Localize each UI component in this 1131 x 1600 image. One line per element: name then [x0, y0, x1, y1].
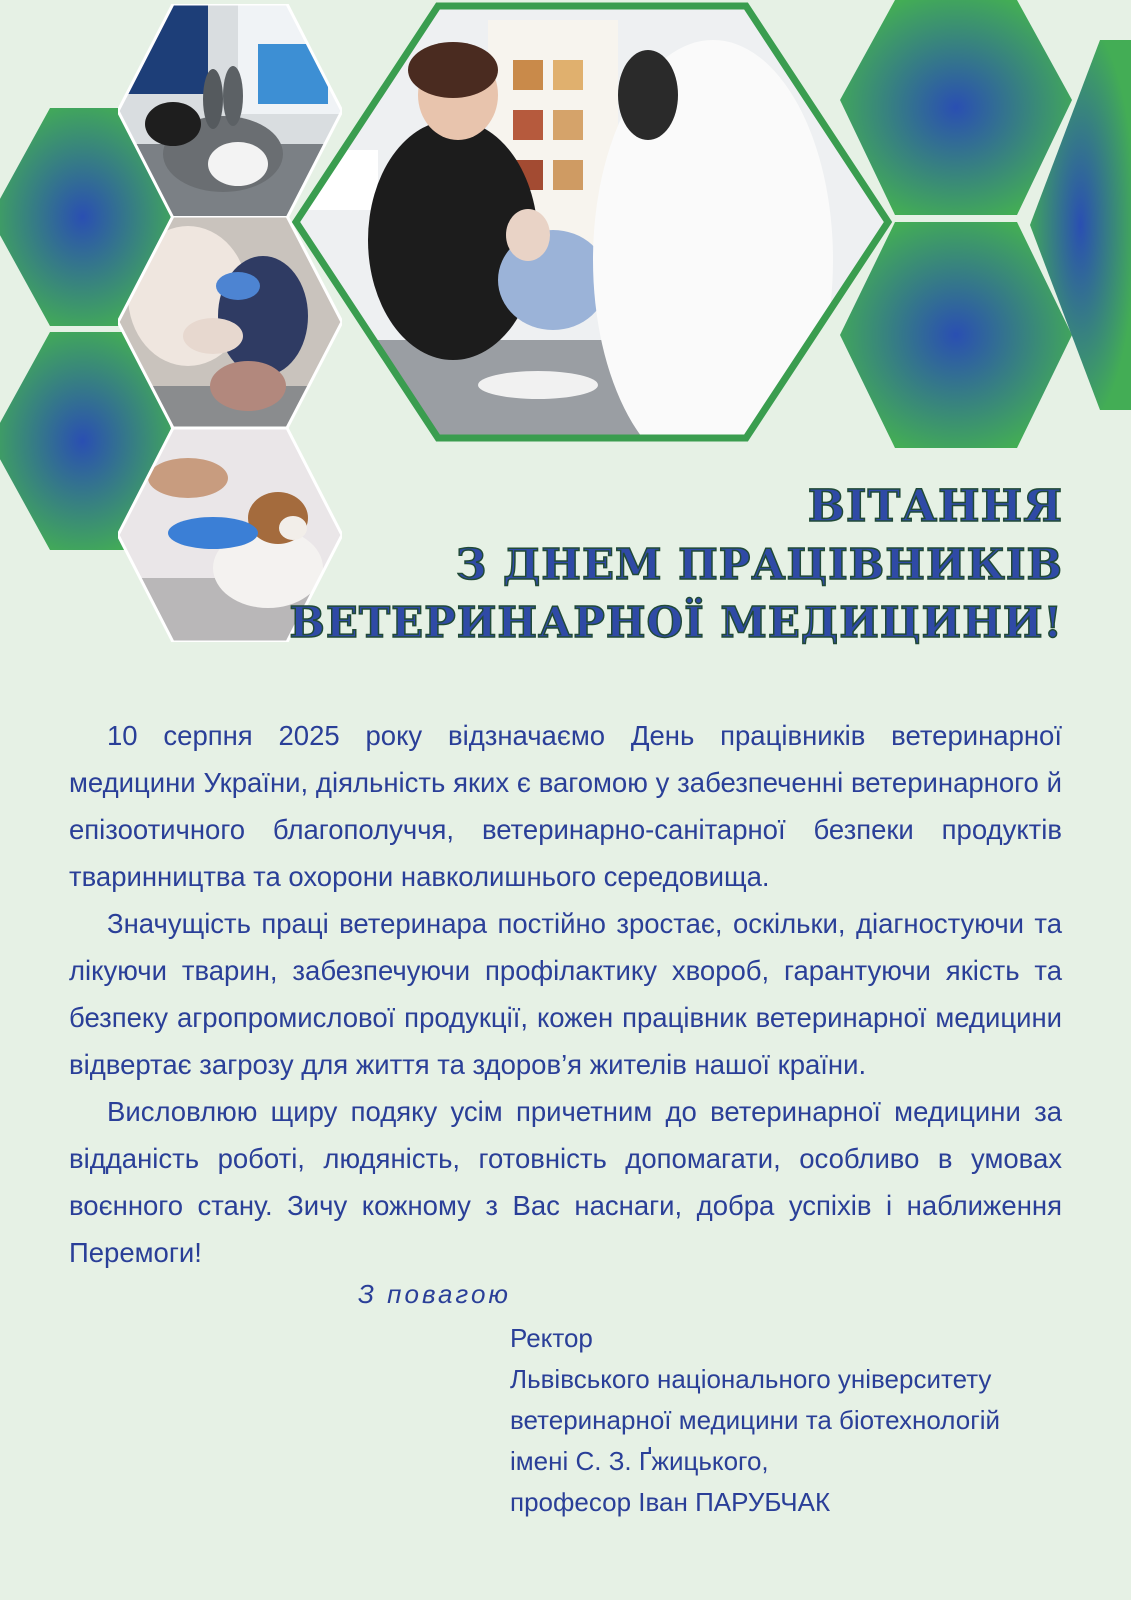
signature-org-3: імені С. З. Ґжицького, — [510, 1446, 769, 1476]
greeting-body — [69, 712, 1062, 1276]
paragraph-1: 10 серпня 2025 року відзначаємо День працівників ветеринарної медицини України, діяльність яких є вагомою у забезпеченні ветеринарного й епізоотичного благополуччя, ветеринарно-санітарної безпеки продуктів тваринництва та охорони навколишнього середовища. — [69, 720, 1062, 892]
title-line-3: ВЕТЕРИНАРНОЇ МЕДИЦИНИ! — [289, 598, 1063, 647]
paragraph-2: Значущість праці ветеринара постійно зростає, оскільки, діагностуючи та лікуючи тварин, забезпечуючи профілактику хвороб, гарантуючи якість та безпеку агропромислової продукції, кожен працівник ветеринарної медицини відвертає загрозу для життя та здоров’я жителів нашої країни. — [69, 908, 1062, 1080]
signature-block — [510, 1318, 1000, 1523]
signature-org-2: ветеринарної медицини та біотехнологій — [510, 1405, 1001, 1435]
page-title — [289, 478, 1063, 652]
title-line-2: З ДНЕМ ПРАЦІВНИКІВ — [456, 540, 1063, 589]
signature-position: Ректор — [510, 1323, 593, 1353]
photo-sphynx-cat-exam — [288, 0, 896, 444]
hex-decor-right-edge — [1030, 40, 1131, 410]
signature-name: професор Іван ПАРУБЧАК — [510, 1487, 831, 1517]
signature-org-1: Львівського національного університету — [510, 1364, 992, 1394]
paragraph-3: Висловлюю щиру подяку усім причетним до ветеринарної медицини за відданість роботі, людяність, готовність допомагати, особливо в умовах воєнного стану. Зичу кожному з Вас наснаги, добра успіхів і наближення Перемоги! — [69, 1096, 1062, 1268]
title-line-1: ВІТАННЯ — [807, 481, 1063, 532]
regards-line: З повагою — [358, 1279, 511, 1309]
